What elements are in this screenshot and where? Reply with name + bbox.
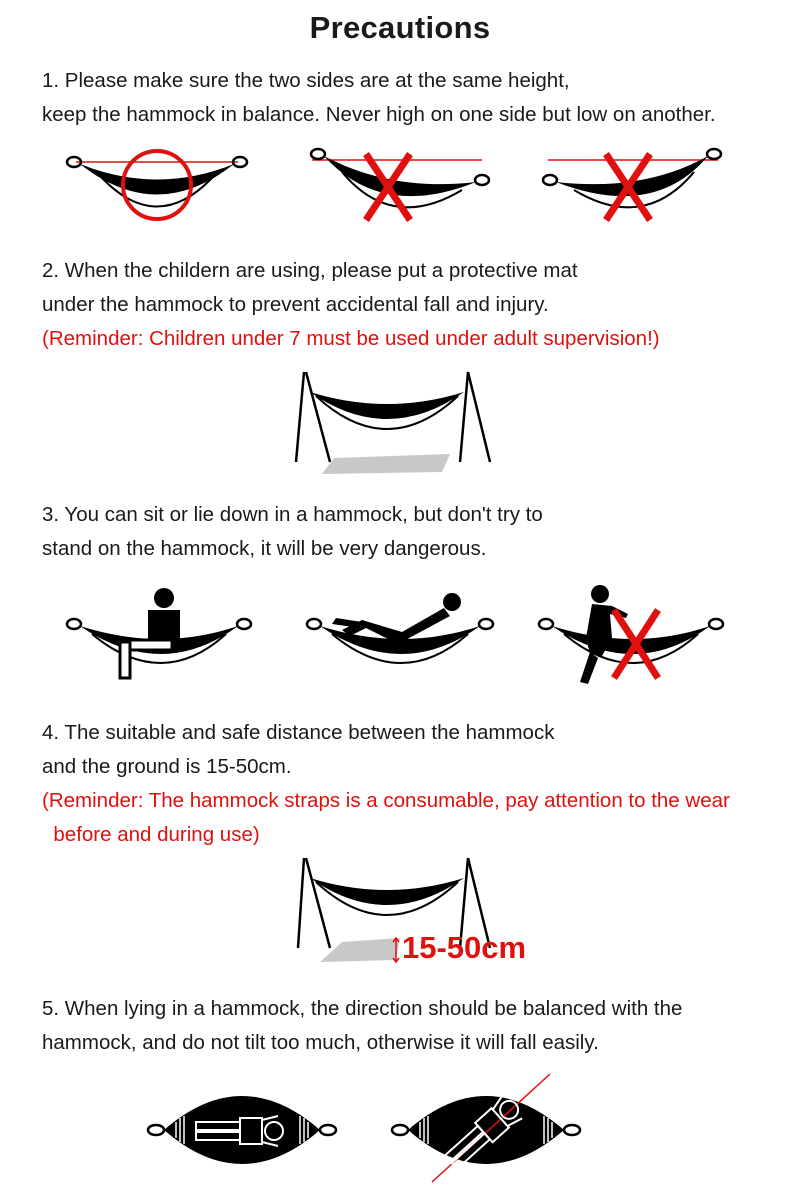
section-1-line-2: keep the hammock in balance. Never high on one side but low on another. — [42, 103, 716, 126]
distance-label: 15-50cm — [402, 930, 527, 965]
section-5-line-1: 5. When lying in a hammock, the direction should be balanced with the — [42, 997, 683, 1020]
section-4-reminder-line-1: (Reminder: The hammock straps is a consumable, pay attention to the wear — [42, 789, 730, 812]
section-1-line-1: 1. Please make sure the two sides are at the same height, — [42, 69, 570, 92]
hammock-tilted-right-icon — [534, 140, 734, 230]
section-3-line-1: 3. You can sit or lie down in a hammock, but don't try to — [42, 503, 543, 526]
hammock-lying-icon — [302, 582, 502, 692]
hammock-sitting-icon — [62, 582, 262, 692]
hammock-standing-icon — [534, 582, 734, 692]
hammock-stand-mat-icon — [292, 366, 502, 476]
hammock-topview-tilted-icon — [386, 1072, 586, 1190]
section-4-line-2: and the ground is 15-50cm. — [42, 755, 292, 778]
hammock-tilted-left-icon — [302, 140, 502, 230]
section-4-line-1: 4. The suitable and safe distance between the hammock — [42, 721, 555, 744]
page-title: Precautions — [309, 10, 491, 45]
section-2-reminder: (Reminder: Children under 7 must be used under adult supervision!) — [42, 327, 660, 350]
section-2-line-2: under the hammock to prevent accidental fall and injury. — [42, 293, 549, 316]
section-5-line-2: hammock, and do not tilt too much, otherwise it will fall easily. — [42, 1031, 599, 1054]
section-3-line-2: stand on the hammock, it will be very dangerous. — [42, 537, 487, 560]
section-4-reminder-line-2: before and during use) — [42, 823, 260, 846]
hammock-balanced-icon — [62, 140, 252, 230]
hammock-topview-balanced-icon — [142, 1076, 342, 1186]
section-2-line-1: 2. When the childern are using, please put a protective mat — [42, 259, 578, 282]
